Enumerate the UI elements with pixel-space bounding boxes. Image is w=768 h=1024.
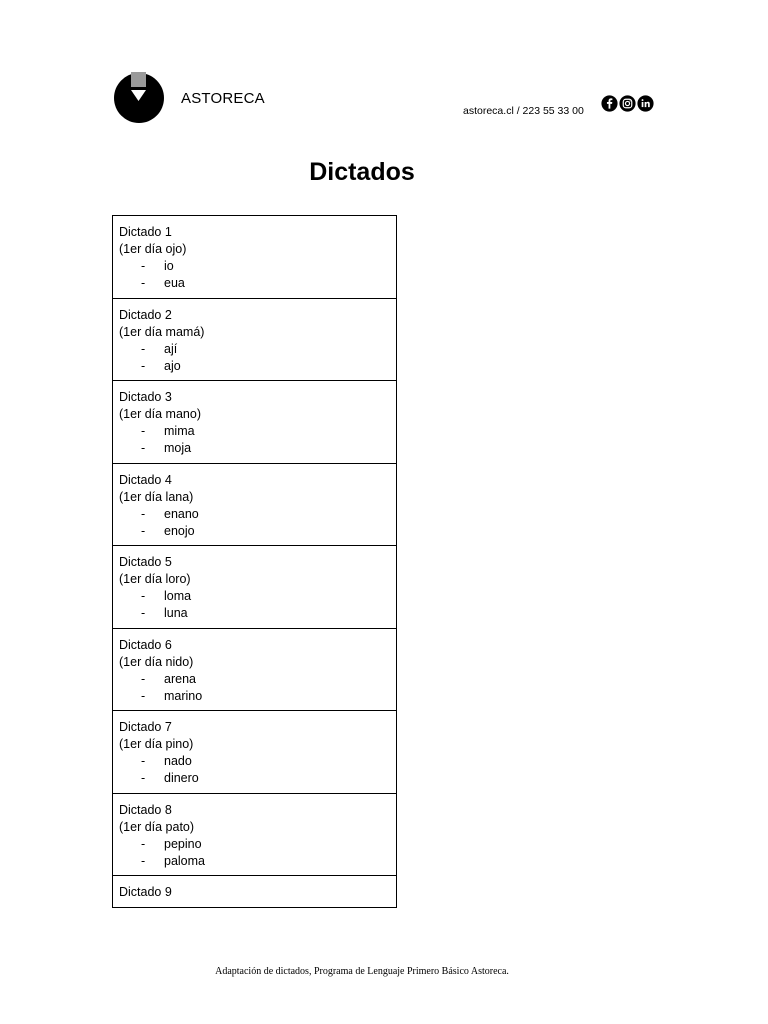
dictation-cell (113, 216, 396, 299)
list-bullet: - (141, 341, 146, 356)
dictation-note: (1er día loro) (119, 572, 191, 586)
dictation-cell (113, 546, 396, 629)
list-item (119, 275, 390, 292)
dictation-heading: Dictado 2 (119, 307, 172, 322)
dictation-heading: Dictado 6 (119, 637, 172, 652)
dictation-word: enano (164, 506, 199, 521)
page-footer: Adaptación de dictados, Programa de Lenguaje Primero Básico Astoreca. (215, 966, 509, 977)
brand-name: ASTORECA (181, 90, 265, 107)
list-item (119, 588, 390, 605)
dictation-word: io (164, 259, 174, 273)
dictation-note: (1er día ojo) (119, 242, 187, 256)
dictation-cell (113, 629, 396, 712)
dictation-note: (1er día pino) (119, 737, 194, 751)
dictation-heading: Dictado 4 (119, 472, 172, 487)
dictation-heading: Dictado 8 (119, 802, 172, 817)
list-bullet: - (141, 358, 146, 373)
page-title: Dictados (309, 158, 415, 186)
dictation-note: (1er día pato) (119, 819, 195, 834)
instagram-icon[interactable] (619, 95, 636, 112)
dictation-cell (113, 299, 396, 382)
dictation-word: eua (164, 276, 185, 290)
list-item (119, 423, 390, 440)
dictation-word: mima (164, 424, 195, 438)
list-bullet: - (141, 853, 146, 868)
dictation-note: (1er día mano) (119, 407, 201, 421)
dictation-note: (1er día nido) (119, 654, 194, 669)
list-bullet: - (141, 259, 146, 273)
facebook-icon[interactable] (601, 95, 618, 112)
dictation-word: arena (164, 671, 196, 686)
list-bullet: - (141, 688, 146, 703)
dictation-word: luna (164, 606, 188, 620)
list-item (119, 853, 390, 870)
list-item (119, 671, 390, 688)
dictation-word: pepino (164, 836, 202, 851)
dictation-note: (1er día lana) (119, 489, 194, 504)
list-item (119, 506, 390, 523)
list-bullet: - (141, 754, 146, 768)
list-bullet: - (141, 589, 146, 603)
dictation-word: loma (164, 589, 192, 603)
dictation-cell (113, 794, 396, 877)
list-bullet: - (141, 441, 146, 455)
linkedin-icon[interactable] (637, 95, 654, 112)
dictation-cell (113, 381, 396, 464)
contact-info[interactable]: astoreca.cl / 223 55 33 00 (463, 105, 584, 117)
dictation-heading: Dictado 3 (119, 390, 172, 404)
list-item (119, 440, 390, 457)
dictation-cell (113, 711, 396, 794)
list-item (119, 753, 390, 770)
list-item (119, 770, 390, 787)
dictation-word: moja (164, 441, 192, 455)
dictation-heading: Dictado 7 (119, 720, 172, 734)
dictation-word: paloma (164, 853, 205, 868)
list-bullet: - (141, 606, 146, 620)
list-item (119, 688, 390, 705)
list-bullet: - (141, 671, 146, 686)
dictation-word: enojo (164, 523, 195, 538)
dictation-note: (1er día mamá) (119, 324, 205, 339)
dictation-word: marino (164, 688, 203, 703)
list-bullet: - (141, 836, 146, 851)
social-links (601, 95, 654, 112)
dictation-heading: Dictado 5 (119, 555, 172, 569)
dictation-word: dinero (164, 771, 199, 785)
list-item (119, 258, 390, 275)
list-item (119, 523, 390, 540)
dictation-cell (113, 876, 396, 908)
list-bullet: - (141, 276, 146, 290)
dictation-heading: Dictado 1 (119, 225, 172, 239)
list-bullet: - (141, 424, 146, 438)
dictation-heading: Dictado 9 (119, 885, 172, 899)
dictation-word: ajo (164, 358, 181, 373)
dictation-word: ají (164, 341, 178, 356)
dictation-word: nado (164, 754, 192, 768)
dictation-cell (113, 464, 396, 547)
list-item (119, 358, 390, 375)
astoreca-logo (113, 72, 165, 124)
list-bullet: - (141, 523, 146, 538)
list-item (119, 605, 390, 622)
list-item (119, 341, 390, 358)
dictation-table (112, 215, 397, 908)
list-bullet: - (141, 771, 146, 785)
list-item (119, 836, 390, 853)
list-bullet: - (141, 506, 146, 521)
